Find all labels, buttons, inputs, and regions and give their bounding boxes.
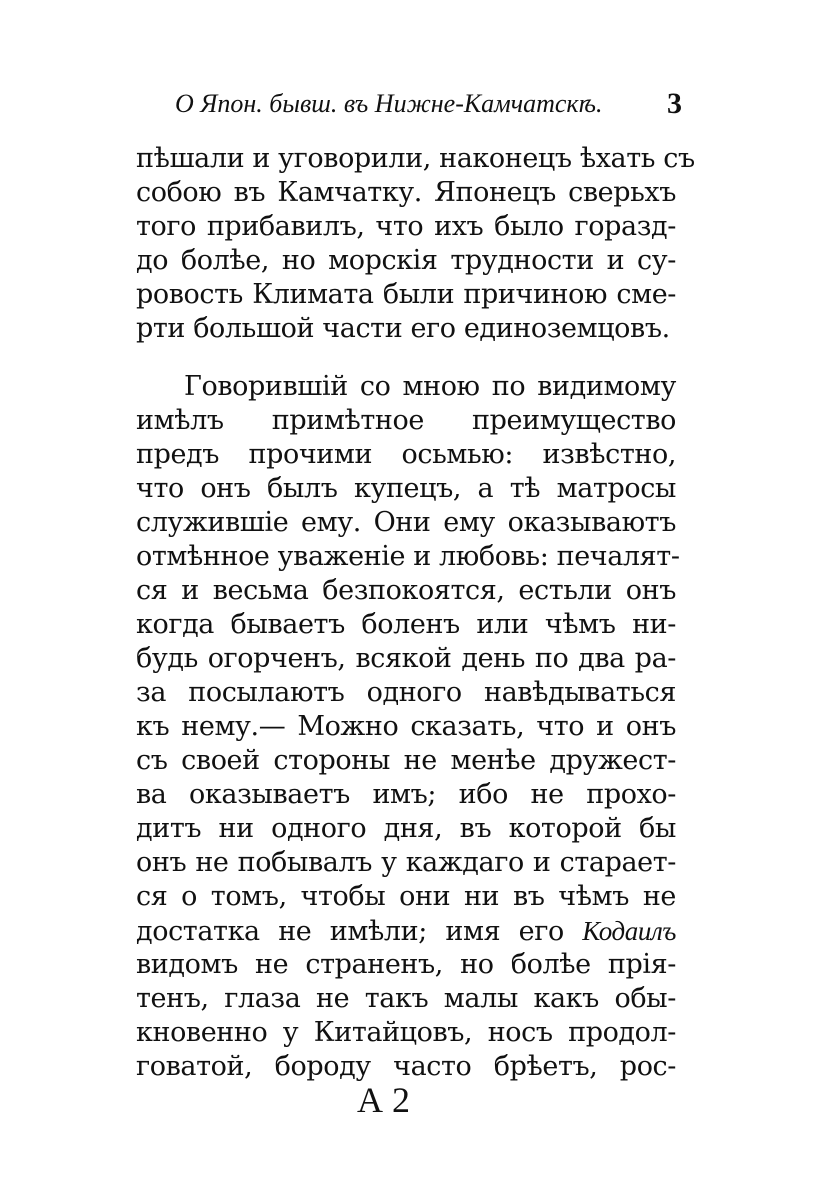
text-line: до болѣе, но морскія трудности и су- bbox=[136, 245, 676, 276]
text-line: отмѣнное уваженіе и любовь: печалят- bbox=[136, 541, 680, 572]
page-number: 3 bbox=[667, 87, 682, 120]
text-line: ся о томъ, чтобы они ни въ чѣмъ не bbox=[136, 881, 676, 912]
text-line: пѣшали и уговорили, наконецъ ѣхать съ bbox=[136, 143, 695, 174]
text-line: когда бываетъ боленъ или чѣмъ ни- bbox=[136, 609, 676, 640]
paragraph-2 bbox=[136, 370, 680, 1084]
text-line-with-name bbox=[136, 914, 676, 948]
running-title: О Япон. бывш. въ Нижне-Камчатскѣ. bbox=[175, 89, 603, 118]
text-line: имѣлъ примѣтное преимущество bbox=[136, 405, 676, 436]
text-line: съ своей стороны не менѣе дружест- bbox=[136, 745, 676, 776]
text-line: ровость Климата были причиною сме- bbox=[136, 279, 676, 310]
text-line: что онъ былъ купецъ, а тѣ матросы bbox=[136, 473, 676, 504]
text-line: рти большой части его единоземцовъ. bbox=[136, 313, 670, 344]
text-line: дитъ ни одного дня, въ которой бы bbox=[136, 813, 676, 844]
text-line: предъ прочими осьмью: извѣстно, bbox=[136, 439, 676, 470]
text-fragment: достатка не имѣли; имя его bbox=[136, 916, 564, 947]
paragraph-1 bbox=[136, 142, 695, 346]
text-line: Говорившій со мною по видимому bbox=[184, 371, 676, 402]
text-line: за посылаютъ одного навѣдываться bbox=[136, 677, 676, 708]
text-line: собою въ Камчатку. Японецъ сверьхъ bbox=[136, 177, 676, 208]
text-line: того прибавилъ, что ихъ было горазд- bbox=[136, 211, 676, 242]
text-line: служившіе ему. Они ему оказываютъ bbox=[136, 507, 676, 538]
text-line: ва оказываетъ имъ; ибо не прохо- bbox=[136, 779, 676, 810]
text-line: къ нему.— Можно сказать, что и онъ bbox=[136, 711, 676, 742]
text-line: кновенно у Китайцовъ, носъ продол- bbox=[136, 1017, 676, 1048]
text-line: ся и весьма безпокоятся, естьли онъ bbox=[136, 575, 676, 606]
text-line: тенъ, глаза не такъ малы какъ обы- bbox=[136, 983, 676, 1014]
text-line: видомъ не страненъ, но болѣе прія- bbox=[136, 949, 676, 980]
signature-mark: А 2 bbox=[357, 1080, 410, 1120]
text-line: говатой, бороду часто брѣетъ, рос- bbox=[136, 1051, 676, 1082]
text-line: онъ не побывалъ у каждаго и старает- bbox=[136, 847, 676, 878]
text-line: будь огорченъ, всякой день по два ра- bbox=[136, 643, 676, 674]
person-name: Кодаилъ bbox=[582, 916, 676, 946]
